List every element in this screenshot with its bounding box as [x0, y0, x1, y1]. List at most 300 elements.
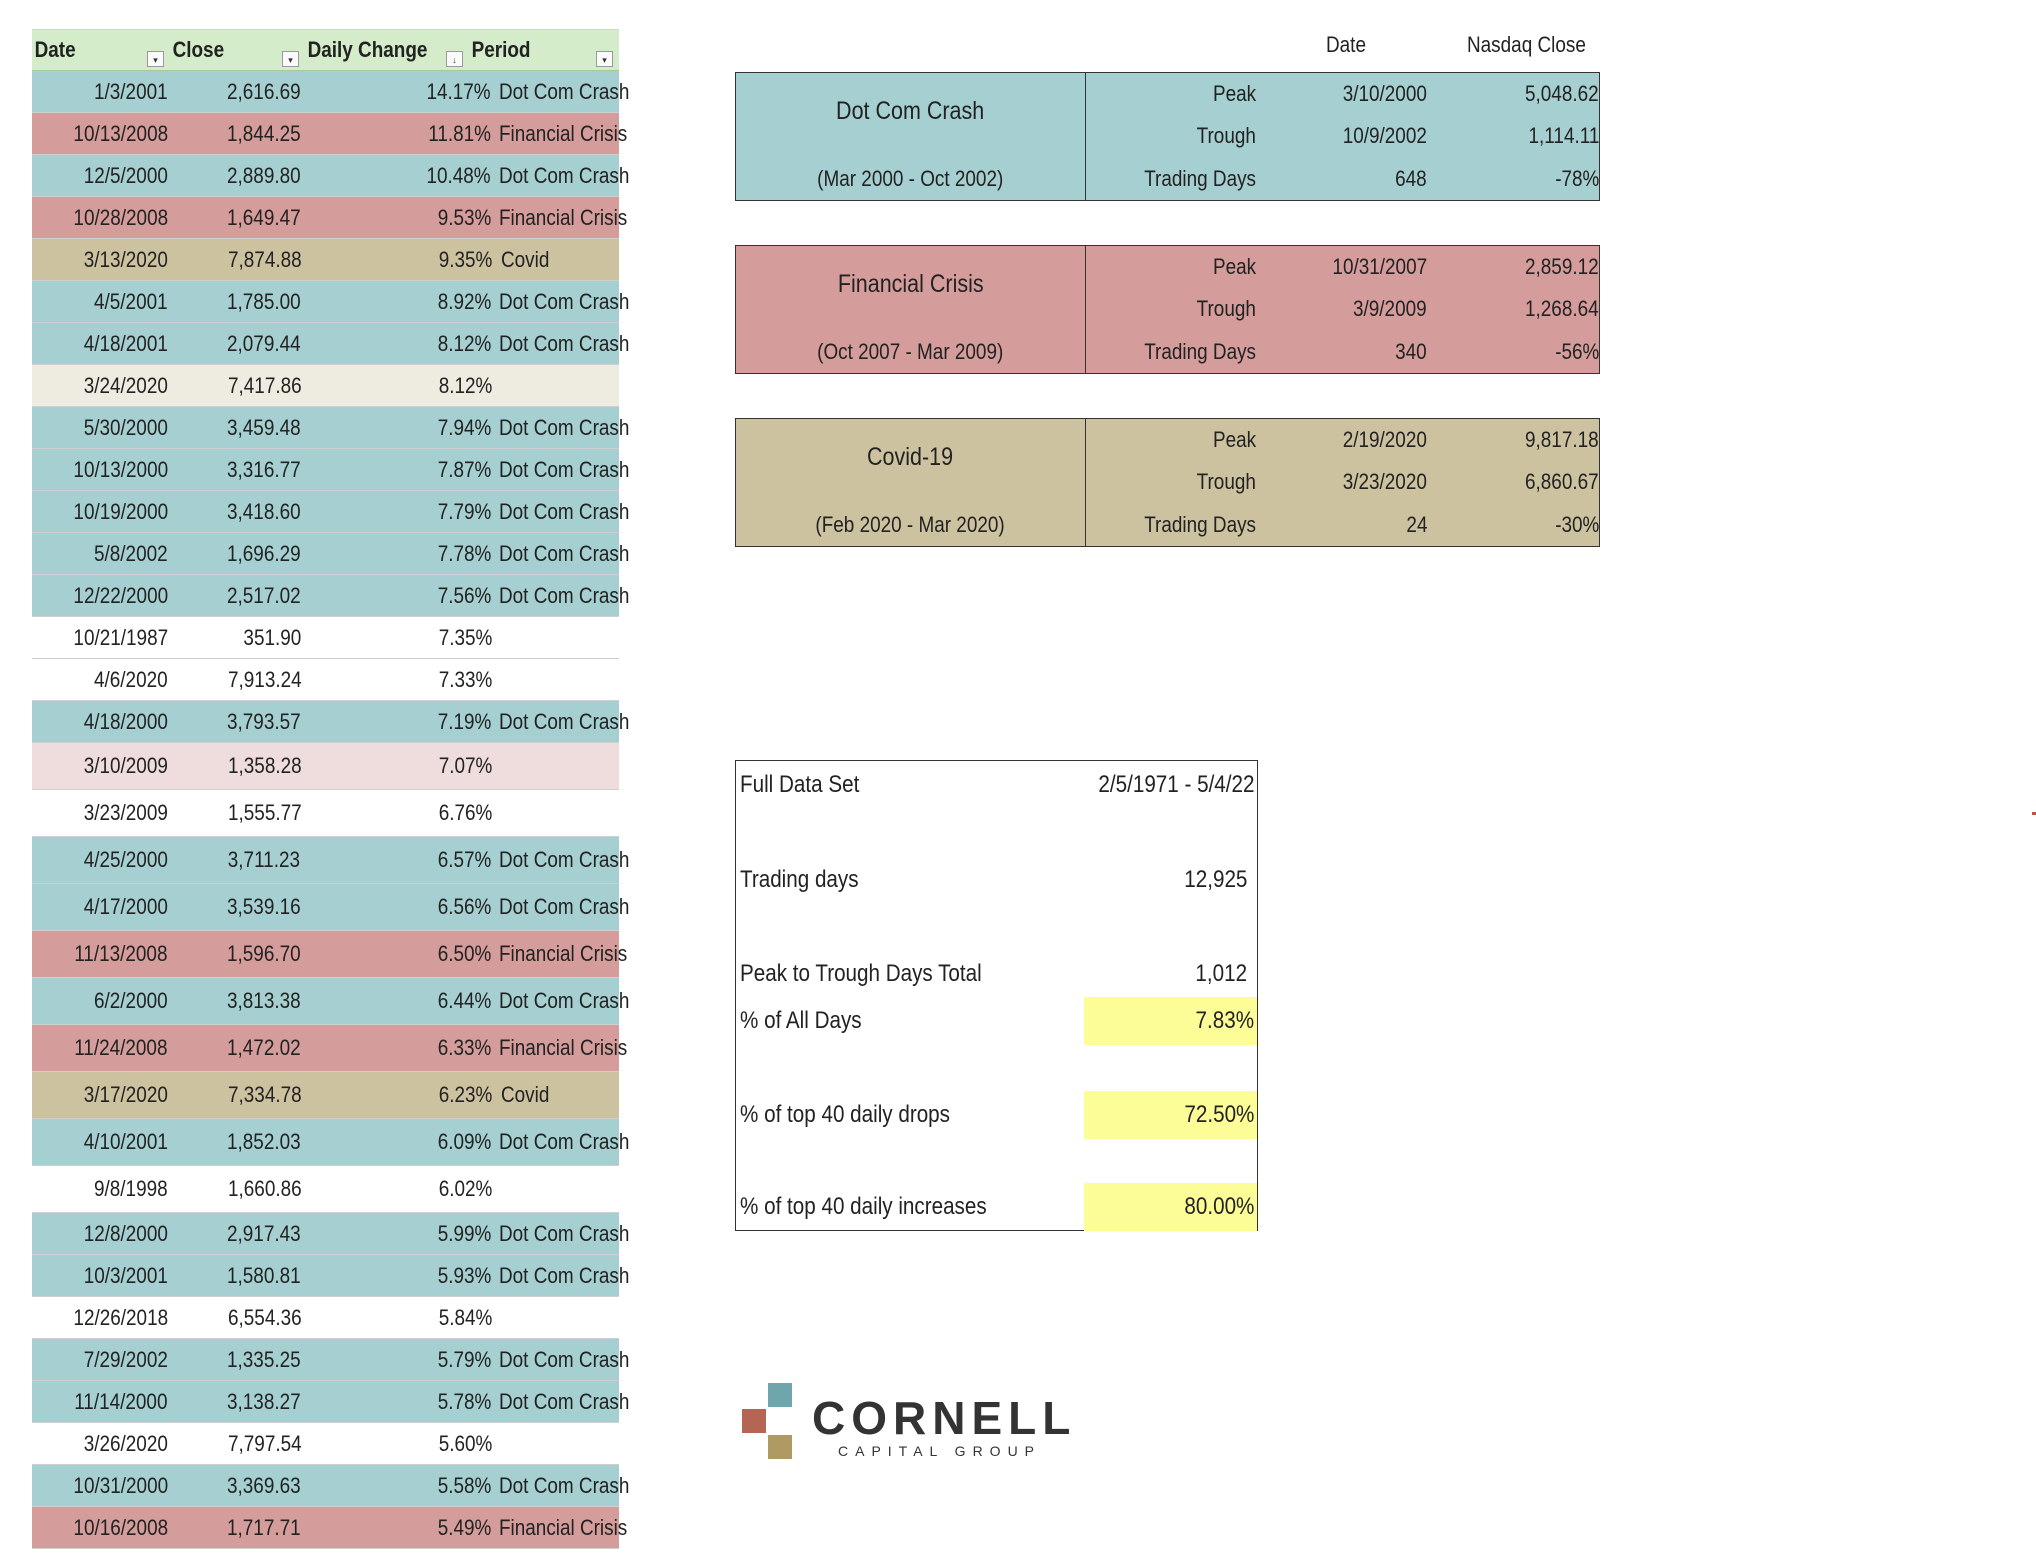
cell-close[interactable] [168, 1176, 301, 1202]
cell-change[interactable] [300, 583, 491, 609]
cell-close-text: 2,517.02 [226, 582, 301, 608]
table-row [32, 1166, 619, 1213]
cell-period[interactable] [491, 1220, 630, 1247]
table-row [32, 1025, 628, 1072]
crash-period-range: (Mar 2000 - Oct 2002) [817, 166, 1004, 191]
cell-change[interactable] [300, 1515, 491, 1541]
cell-close-text: 3,793.57 [226, 708, 301, 734]
cell-date[interactable] [32, 1263, 168, 1289]
crash-stat-value[interactable]: -78% [1554, 165, 1599, 191]
cell-period[interactable] [493, 1180, 619, 1198]
cell-date[interactable] [32, 583, 168, 609]
pct-inc-value: 80.00% [1183, 1193, 1254, 1220]
cornell-logo [738, 1383, 1077, 1467]
cell-period[interactable] [493, 1435, 619, 1453]
cell-date[interactable] [32, 79, 168, 105]
crash-stat-date[interactable]: 3/9/2009 [1353, 296, 1427, 322]
header-close-label: Close [172, 37, 225, 62]
cell-change[interactable] [300, 847, 491, 873]
cell-close[interactable] [168, 1431, 301, 1457]
cell-change-text: 7.35% [438, 624, 493, 650]
cell-date-text: 12/5/2000 [83, 162, 168, 188]
crash-stat-label[interactable]: Trading Days [1144, 511, 1256, 537]
cell-date[interactable] [32, 373, 168, 399]
cell-date[interactable] [32, 1473, 168, 1499]
cell-change-text: 7.79% [437, 498, 491, 524]
cell-close[interactable] [168, 499, 301, 525]
cell-date-text: 9/8/1998 [94, 1176, 169, 1201]
table-header [32, 29, 619, 71]
cell-close[interactable] [168, 541, 301, 567]
cell-change[interactable] [301, 247, 492, 273]
crash-stat-label[interactable]: Peak [1212, 427, 1256, 453]
table-row [32, 617, 619, 659]
cell-period-text: Covid [500, 1082, 550, 1107]
cell-date-text: 10/28/2008 [72, 204, 168, 230]
cell-period-text: Dot Com Crash [499, 708, 630, 734]
cell-period[interactable] [491, 941, 628, 967]
crash-period-stats [1086, 246, 1599, 373]
cell-close[interactable] [168, 457, 301, 483]
table-row [32, 1119, 630, 1166]
cell-period-text: Dot Com Crash [499, 330, 630, 356]
cell-change[interactable] [300, 541, 491, 567]
cell-close-text: 7,417.86 [227, 372, 302, 398]
cell-date[interactable] [32, 499, 168, 525]
cell-date[interactable] [32, 415, 168, 441]
cell-close-text: 2,889.80 [226, 162, 301, 188]
cell-date-text: 5/8/2002 [93, 540, 168, 566]
cell-change[interactable] [300, 1263, 491, 1289]
cell-date[interactable] [32, 667, 168, 693]
cell-close-text: 1,596.70 [226, 941, 301, 966]
cell-close[interactable] [168, 121, 301, 147]
crash-stat-label[interactable]: Peak [1212, 254, 1256, 280]
col-header-date-label: Date [1326, 32, 1366, 57]
cell-change[interactable] [301, 753, 492, 779]
cell-change-text: 5.49% [437, 1514, 491, 1540]
cell-change[interactable] [300, 499, 491, 525]
crash-stat-value[interactable]: 5,048.62 [1525, 81, 1599, 107]
cell-date-text: 10/3/2001 [83, 1262, 168, 1288]
crash-stat-value[interactable]: 9,817.18 [1525, 427, 1599, 453]
cell-close[interactable] [168, 941, 301, 967]
cell-close[interactable] [168, 667, 301, 693]
cell-period[interactable] [491, 1472, 630, 1499]
cell-date-text: 10/31/2000 [72, 1472, 168, 1498]
cell-period[interactable] [493, 757, 619, 775]
cell-period[interactable] [493, 1082, 619, 1108]
crash-period-title [736, 73, 1086, 200]
cell-period-text: Dot Com Crash [499, 1346, 630, 1372]
pct-drops-value: 72.50% [1183, 1101, 1254, 1128]
cell-change[interactable] [301, 667, 492, 693]
cell-close-text: 3,316.77 [226, 456, 301, 482]
cell-change-text: 5.99% [437, 1220, 491, 1246]
cell-period[interactable] [491, 1388, 630, 1415]
cell-period[interactable] [493, 377, 619, 395]
cell-change[interactable] [300, 205, 491, 231]
cell-close-text: 351.90 [243, 624, 302, 650]
cell-date[interactable] [32, 1431, 168, 1457]
cell-date[interactable] [32, 800, 168, 826]
period-filter-button[interactable]: ▾ [596, 51, 613, 67]
table-row [32, 491, 630, 533]
cell-period[interactable] [491, 582, 630, 609]
cell-period[interactable] [491, 847, 630, 873]
cell-change-text: 5.84% [438, 1304, 493, 1330]
table-row [32, 931, 628, 978]
table-row [32, 197, 628, 239]
cell-change-text: 6.76% [438, 800, 493, 825]
cell-change[interactable] [300, 289, 491, 315]
cell-close[interactable] [168, 247, 301, 273]
crash-stat-date[interactable]: 3/23/2020 [1342, 469, 1427, 495]
cell-date[interactable] [32, 1389, 168, 1415]
cell-change-text: 5.58% [437, 1472, 491, 1498]
cell-period[interactable] [491, 456, 630, 483]
cell-date[interactable] [32, 1347, 168, 1373]
cell-close[interactable] [168, 988, 301, 1014]
cell-period-text: Financial Crisis [499, 1035, 628, 1060]
pct-all-label: % of All Days [740, 1007, 862, 1034]
table-row [32, 790, 619, 837]
cell-change[interactable] [300, 1347, 491, 1373]
summary-ptt-row [736, 950, 1257, 998]
cell-close-text: 1,649.47 [226, 204, 301, 230]
cell-period-text: Dot Com Crash [499, 1472, 630, 1498]
cell-date[interactable] [32, 894, 168, 920]
crash-stat-row [1086, 115, 1599, 157]
cell-period-text: Dot Com Crash [499, 582, 630, 608]
cell-change[interactable] [300, 894, 491, 920]
cell-date-text: 11/14/2000 [74, 1388, 168, 1414]
cell-change-text: 6.57% [437, 847, 491, 872]
cell-change[interactable] [300, 988, 491, 1014]
header-date-label: Date [34, 37, 76, 62]
cell-period[interactable] [491, 78, 630, 105]
crash-stat-date[interactable]: 10/9/2002 [1342, 123, 1427, 149]
cell-close-text: 1,717.71 [226, 1514, 301, 1540]
cell-period[interactable] [491, 120, 628, 147]
cell-close[interactable] [168, 1263, 301, 1289]
cell-period[interactable] [493, 247, 619, 273]
header-close [170, 30, 305, 70]
cell-period[interactable] [491, 1262, 630, 1289]
cell-date-text: 4/6/2020 [94, 666, 169, 692]
cell-date-text: 3/17/2020 [83, 1082, 169, 1107]
cell-period[interactable] [491, 540, 630, 567]
change-sort-button[interactable]: ↓ [446, 51, 463, 67]
cell-period-text: Financial Crisis [499, 941, 628, 966]
table-row [32, 281, 630, 323]
cell-date-text: 3/10/2009 [83, 753, 169, 778]
crash-stat-label[interactable]: Trough [1196, 123, 1256, 149]
cell-change[interactable] [301, 1305, 492, 1331]
cell-close[interactable] [168, 373, 301, 399]
crash-stat-label[interactable]: Trading Days [1144, 338, 1256, 364]
cell-close[interactable] [168, 1221, 301, 1247]
cell-period[interactable] [491, 988, 630, 1014]
cell-date[interactable] [32, 1035, 168, 1061]
cell-close[interactable] [168, 79, 301, 105]
table-row [32, 659, 619, 701]
cell-period-text: Financial Crisis [499, 204, 628, 230]
cell-close[interactable] [168, 415, 301, 441]
cell-period[interactable] [491, 1129, 630, 1155]
header-date [32, 30, 170, 70]
cell-close[interactable] [168, 1473, 301, 1499]
cell-period[interactable] [491, 1514, 628, 1541]
cell-period[interactable] [491, 894, 630, 920]
cell-date[interactable] [32, 205, 168, 231]
cell-date[interactable] [32, 1082, 168, 1108]
daily-change-table [32, 29, 630, 1549]
cell-date[interactable] [32, 331, 168, 357]
crash-stat-date[interactable]: 2/19/2020 [1342, 427, 1427, 453]
cell-period[interactable] [491, 708, 630, 735]
crash-stat-row [1086, 461, 1599, 503]
summary-box [735, 760, 1258, 1231]
col-header-date [1326, 32, 1372, 58]
cell-date-text: 11/24/2008 [74, 1035, 168, 1060]
cell-period-text: Dot Com Crash [499, 988, 630, 1013]
cell-close-text: 1,335.25 [226, 1346, 301, 1372]
header-period [469, 30, 619, 70]
cell-close[interactable] [168, 709, 301, 735]
cell-close[interactable] [168, 1035, 301, 1061]
cell-date[interactable] [32, 709, 168, 735]
cell-date-text: 6/2/2000 [93, 988, 168, 1013]
cell-period[interactable] [491, 330, 630, 357]
cell-period[interactable] [493, 804, 619, 822]
cell-change[interactable] [301, 625, 492, 651]
cell-close-text: 3,138.27 [226, 1388, 301, 1414]
cell-date[interactable] [32, 1515, 168, 1541]
cell-period[interactable] [491, 414, 630, 441]
cell-change[interactable] [300, 163, 491, 189]
cell-change[interactable] [300, 1129, 491, 1155]
cell-period-text: Dot Com Crash [499, 540, 630, 566]
crash-stat-date[interactable]: 340 [1395, 338, 1427, 364]
cell-period[interactable] [491, 162, 630, 189]
cell-date[interactable] [32, 1305, 168, 1331]
ptt-value: 1,012 [1195, 960, 1247, 987]
cell-date-text: 7/29/2002 [83, 1346, 168, 1372]
crash-stat-date[interactable]: 24 [1405, 511, 1427, 537]
trading-days-value: 12,925 [1183, 866, 1247, 893]
cell-change[interactable] [301, 1431, 492, 1457]
cell-change[interactable] [300, 121, 491, 147]
table-row [32, 1507, 628, 1549]
cell-date[interactable] [32, 1176, 168, 1202]
crash-stat-date[interactable]: 3/10/2000 [1342, 81, 1427, 107]
cell-close-text: 2,917.43 [226, 1220, 301, 1246]
cell-date[interactable] [32, 753, 168, 779]
table-row [32, 701, 630, 743]
table-row [32, 1465, 630, 1507]
table-row [32, 1072, 619, 1119]
logo-square-red [742, 1409, 766, 1433]
cell-date-text: 4/17/2000 [83, 894, 168, 919]
cell-change-text: 9.53% [437, 204, 491, 230]
cell-close-text: 3,813.38 [226, 988, 301, 1013]
cell-period[interactable] [491, 1035, 628, 1061]
cell-period-text: Financial Crisis [499, 1514, 628, 1540]
cell-date[interactable] [32, 121, 168, 147]
cell-change[interactable] [300, 1389, 491, 1415]
cell-date[interactable] [32, 457, 168, 483]
cell-date[interactable] [32, 847, 168, 873]
cell-close-text: 1,852.03 [226, 1129, 301, 1154]
cell-close[interactable] [168, 1082, 301, 1108]
cell-date[interactable] [32, 941, 168, 967]
cell-change[interactable] [300, 941, 491, 967]
cell-change[interactable] [300, 1221, 491, 1247]
cell-close-text: 7,874.88 [227, 246, 302, 272]
cell-close[interactable] [168, 1515, 301, 1541]
crash-stat-value[interactable]: 1,114.11 [1528, 123, 1599, 149]
cell-date[interactable] [32, 1221, 168, 1247]
table-row [32, 743, 619, 790]
crash-stat-value[interactable]: 2,859.12 [1525, 254, 1599, 280]
crash-stat-label[interactable]: Trough [1196, 469, 1256, 495]
cell-close[interactable] [168, 331, 301, 357]
cell-change-text: 9.35% [438, 246, 493, 272]
cell-change[interactable] [300, 457, 491, 483]
crash-stat-date[interactable]: 10/31/2007 [1332, 254, 1427, 280]
cell-change-text: 6.44% [437, 988, 491, 1013]
close-filter-button[interactable]: ▾ [282, 51, 299, 67]
cell-change[interactable] [301, 1176, 492, 1202]
cell-date[interactable] [32, 289, 168, 315]
cell-date[interactable] [32, 1129, 168, 1155]
ptt-label: Peak to Trough Days Total [740, 960, 982, 987]
header-period-label: Period [471, 37, 531, 62]
cell-change-text: 5.60% [438, 1430, 493, 1456]
cell-date-text: 3/24/2020 [83, 372, 169, 398]
cell-period-text: Dot Com Crash [499, 414, 630, 440]
cell-change-text: 7.56% [437, 582, 491, 608]
cell-change-text: 7.19% [437, 708, 491, 734]
cell-change-text: 5.78% [437, 1388, 491, 1414]
cell-close-text: 2,079.44 [226, 330, 301, 356]
crash-period-title [736, 419, 1086, 546]
cell-change[interactable] [300, 415, 491, 441]
crash-stat-label[interactable]: Trough [1196, 296, 1256, 322]
cell-close-text: 3,539.16 [226, 894, 301, 919]
cell-close[interactable] [168, 1129, 301, 1155]
cell-close[interactable] [168, 1347, 301, 1373]
cell-period-text: Financial Crisis [499, 120, 628, 146]
date-filter-button[interactable]: ▾ [147, 51, 164, 67]
edge-marker [2032, 812, 2036, 815]
cell-close[interactable] [168, 625, 301, 651]
cell-close[interactable] [168, 289, 301, 315]
cell-change-text: 8.12% [437, 330, 491, 356]
summary-full-row [736, 761, 1257, 809]
cell-change[interactable] [300, 79, 491, 105]
table-row [32, 407, 630, 449]
pct-drops-label: % of top 40 daily drops [740, 1101, 950, 1128]
cell-change[interactable] [300, 331, 491, 357]
cell-period[interactable] [493, 629, 619, 647]
cell-change-text: 14.17% [426, 78, 491, 104]
cell-date-text: 11/13/2008 [74, 941, 168, 966]
crash-stat-label[interactable]: Peak [1212, 81, 1256, 107]
cell-date[interactable] [32, 247, 168, 273]
cell-close[interactable] [168, 163, 301, 189]
cell-close[interactable] [168, 583, 301, 609]
cell-close[interactable] [168, 800, 301, 826]
cell-date[interactable] [32, 988, 168, 1014]
cell-close[interactable] [168, 1305, 301, 1331]
cell-close[interactable] [168, 847, 301, 873]
cell-close-text: 6,554.36 [227, 1304, 302, 1330]
cell-date[interactable] [32, 541, 168, 567]
cell-change-text: 6.33% [437, 1035, 491, 1060]
cell-period[interactable] [491, 288, 630, 315]
cell-date[interactable] [32, 625, 168, 651]
header-change [305, 30, 469, 70]
crash-period-box [735, 418, 1600, 547]
col-header-close-label: Nasdaq Close [1467, 32, 1586, 57]
crash-stat-value[interactable]: -56% [1554, 338, 1599, 364]
cell-period-text: Dot Com Crash [499, 1129, 630, 1154]
cell-close[interactable] [168, 205, 301, 231]
cell-change[interactable] [301, 373, 492, 399]
cell-change[interactable] [300, 709, 491, 735]
cell-date-text: 4/25/2000 [83, 847, 168, 872]
table-row [32, 71, 630, 113]
cell-close-text: 1,785.00 [226, 288, 301, 314]
cell-period[interactable] [491, 498, 630, 525]
crash-stat-label[interactable]: Trading Days [1144, 165, 1256, 191]
cell-date[interactable] [32, 163, 168, 189]
cell-date-text: 3/13/2020 [83, 246, 169, 272]
cell-period[interactable] [491, 204, 628, 231]
crash-stat-value[interactable]: 1,268.64 [1525, 296, 1599, 322]
cell-close[interactable] [168, 1389, 301, 1415]
col-header-close [1467, 32, 1605, 58]
cell-period[interactable] [491, 1346, 630, 1373]
summary-days-row [736, 856, 1257, 904]
table-row [32, 323, 630, 365]
cell-close[interactable] [168, 894, 301, 920]
table-row [32, 239, 619, 281]
cell-period-text: Covid [500, 246, 550, 272]
cell-close[interactable] [168, 753, 301, 779]
cell-period[interactable] [493, 1309, 619, 1327]
cell-change[interactable] [300, 1473, 491, 1499]
cell-change[interactable] [301, 800, 492, 826]
cell-change-text: 10.48% [426, 162, 491, 188]
cell-change-text: 6.09% [437, 1129, 491, 1154]
crash-stat-value[interactable]: 6,860.67 [1525, 469, 1599, 495]
cell-date-text: 10/21/1987 [73, 624, 169, 650]
cell-date-text: 4/18/2001 [83, 330, 168, 356]
cell-close-text: 3,459.48 [226, 414, 301, 440]
crash-stat-date[interactable]: 648 [1395, 165, 1427, 191]
cell-change[interactable] [300, 1035, 491, 1061]
cell-period[interactable] [493, 671, 619, 689]
crash-period-title [736, 246, 1086, 373]
crash-stat-value[interactable]: -30% [1554, 511, 1599, 537]
cell-close-text: 1,358.28 [227, 753, 302, 778]
cell-date-text: 3/26/2020 [83, 1430, 169, 1456]
table-row [32, 1255, 630, 1297]
cell-change[interactable] [301, 1082, 492, 1108]
